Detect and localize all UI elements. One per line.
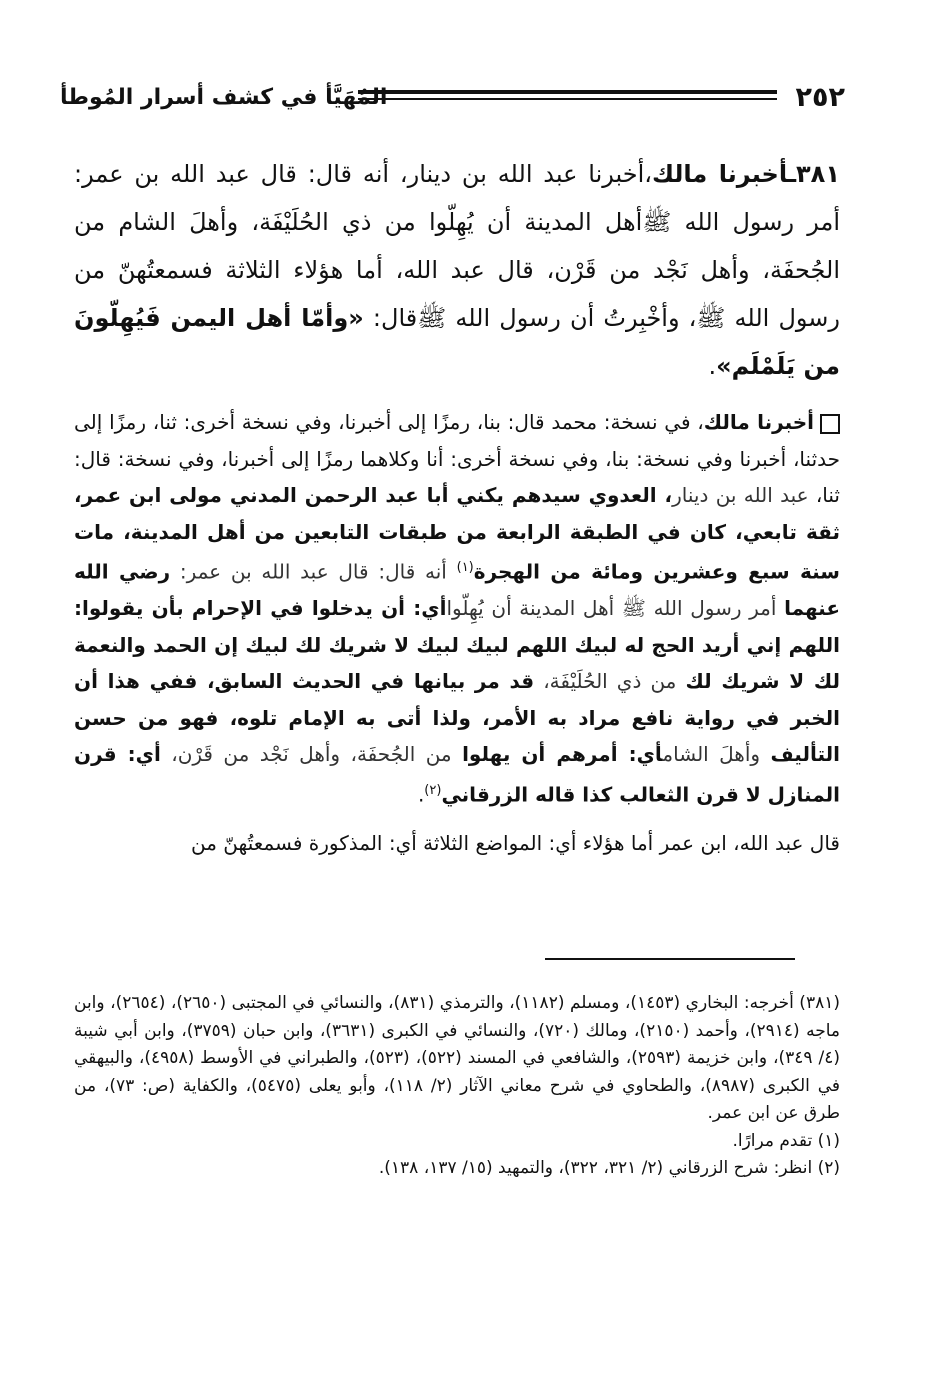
footnote-1: (١) تقدم مرارًا. [732, 1130, 840, 1151]
commentary-text: قد مر بيانها في الحديث السابق، ففي هذا أن الخبر في رواية نافع مراد به الأمر، ولذا أتى به الإمام تلوه، فهو من حسن التأليف [74, 669, 841, 767]
commentary-quoted: فسمعتُهنّ من [191, 830, 309, 855]
commentary [74, 404, 840, 813]
hadith-quote: «وأمّا أهل اليمن فَيُهِلّونَ من يَلَمْلَم» [74, 304, 840, 380]
commentary-quoted: أمر رسول الله ﷺ أهل المدينة أن يُهِلّوا [446, 596, 785, 621]
commentary-text: رضي الله عنهما [74, 559, 841, 621]
hadith-end: . [708, 352, 717, 380]
footnote-separator [545, 958, 795, 960]
commentary-quoted: الثلاثة [416, 830, 476, 855]
commentary-quoted: من الجُحفَة، وأهل نَجْد من قَرْن، [160, 742, 463, 767]
page-number: ٢٥٢ [795, 82, 845, 113]
footnote-ref-2: (٢) [424, 782, 442, 798]
page-header [60, 78, 845, 118]
footnote-2: (٢) انظر: شرح الزرقاني (٢/ ٣٢١، ٣٢٢)، والتمهيد (١٥/ ١٣٧، ١٣٨). [378, 1158, 840, 1178]
commentary-quoted: أنه قال: قال عبد الله بن عمر: [170, 559, 457, 584]
commentary-text: أي: قرن المنازل لا قرن الثعالب كذا قاله الزرقاني [74, 742, 840, 807]
hadith-narrator: أخبرنا مالك [652, 160, 788, 188]
commentary-paragraph [74, 404, 840, 813]
commentary-text: . [417, 782, 425, 807]
square-bullet-icon [820, 414, 840, 434]
commentary-text: أي: المذكورة [308, 830, 417, 855]
header-rule [358, 90, 777, 100]
footnotes [74, 990, 840, 1183]
commentary-text: أي: أن يدخلوا في الإحرام بأن يقولوا: اللهم إني أريد الحج له لبيك اللهم لبيك لبيك لا شريك لك لبيك إن الحمد والنعمة لك لا شريك لك [74, 596, 840, 694]
commentary-text: أي: أمرهم أن يهلوا [462, 742, 663, 767]
hadith-text: ،أخبرنا عبد الله بن دينار، أنه قال: قال عبد الله بن عمر: أمر رسول الله ﷺأهل المدينة أن يُهِلّوا من ذي الحُلَيْفَة، وأهلَ الشام من الجُحفَة، وأهل نَجْد من قَرْن، قال عبد الله، أما هؤلاء الثلاثة فسمعتُهنّ من رسول الله ﷺ، وأخْبِرتُ أن رسول الله ﷺقال: [74, 160, 840, 332]
commentary-quoted: عبد الله بن دينار [672, 483, 809, 507]
commentary-quoted: قال عبد الله، ابن عمر أما هؤلاء [576, 830, 840, 855]
commentary-text: ، العدوي سيدهم يكني أبا عبد الرحمن المدني مولى ابن عمر، ثقة تابعي، كان في الطبقة الرابعة من طبقات التابعين من أهل المدينة، مات سنة سبع وعشرين ومائة من الهجرة [74, 483, 840, 584]
book-title: المُهَيَّأ في كشف أسرار المُوطأ [60, 85, 388, 110]
commentary-quoted: من ذي الحُلَيْفَة، [534, 669, 686, 694]
commentary-quoted: وأهلَ الشام [662, 742, 771, 767]
commentary-narrator: أخبرنا مالك [703, 410, 815, 434]
footnote-ref-1: (١) [456, 560, 474, 575]
hadith-381 [74, 150, 840, 390]
footnote-381: (٣٨١) أخرجه: البخاري (١٤٥٣)، ومسلم (١١٨٢)، والترمذي (٨٣١)، والنسائي في المجتبى (٢٦٥٠)، (٢٦٥٤)، وابن ماجه (٢٩١٤)، وأحمد (٢١٥٠)، ومالك (٧٢٠)، والنسائي في الكبرى (٣٦٣١)، وابن حبان (٣٧٥٩)، وابن أبي شيبة (٤/ ٣٤٩)، وابن خزيمة (٢٥٩٣)، والشافعي في المسند (٥٢٢)، (٥٢٣)، والطبراني في الأوسط (٤٩٥٨)، والبيهقي في الكبرى (٨٩٨٧)، والطحاوي في شرح معاني الآثار (٢/ ١١٨)، وأبو يعلى (٥٤٧٥)، والكفاية (ص: ٧٣)، من طرق عن ابن عمر. [74, 993, 841, 1123]
main-text [74, 150, 840, 861]
commentary-text: أي: المواضع [475, 830, 577, 855]
hadith-number: ٣٨١ـ [787, 160, 840, 188]
commentary-text: ، في نسخة: محمد قال: بنا، رمزًا إلى أخبرنا، وفي نسخة أخرى: ثنا، رمزًا إلى حدثنا، أخبرنا وفي نسخة: بنا، وفي نسخة أخرى: أنا وكلاهما رمزًا إلى أخبرنا، وفي نسخة: قال: ثنا، [74, 410, 840, 507]
commentary-paragraph-2 [74, 825, 840, 862]
